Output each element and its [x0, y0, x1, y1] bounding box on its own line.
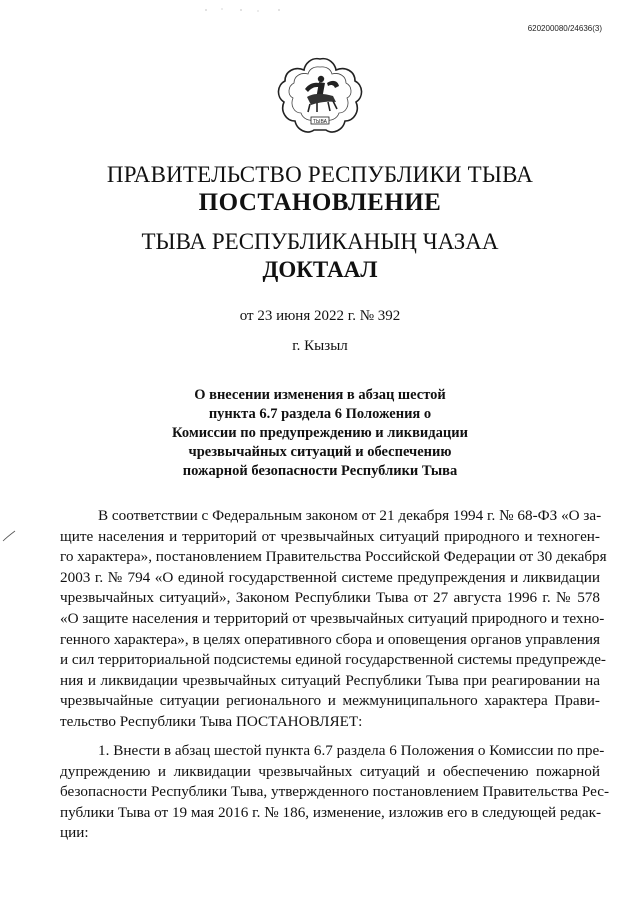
tuva-emblem-icon [275, 55, 365, 141]
decree-date: от 23 июня 2022 г. № 392 [239, 308, 401, 324]
paragraph-line: чрезвычайных ситуаций», Законом Республики Тыва от 27 августа 1996 г. № 578 [60, 589, 600, 607]
scan-specks [200, 6, 320, 14]
paragraph-line: щите населения и территорий от чрезвычайных ситуаций природного и техноген- [60, 527, 600, 545]
decree-title-tuvan: ДОКТААЛ [262, 257, 378, 282]
emblem-caption: ТЫВА [313, 118, 327, 125]
preamble-paragraph [60, 506, 607, 733]
subject-line: Комиссии по предупреждению и ликвидации [172, 425, 468, 441]
paragraph-line: чрезвычайные ситуации регионального и межмуниципального характера Прави- [60, 692, 600, 710]
subject-line: пункта 6.7 раздела 6 Положения о [208, 406, 432, 422]
government-title-tuvan: ТЫВА РЕСПУБЛИКАНЫҢ ЧАЗАА [141, 229, 499, 254]
paragraph-line: 1. Внести в абзац шестой пункта 6.7 раздела 6 Положения о Комиссии по пре- [98, 742, 605, 759]
paragraph-line: публики Тыва от 19 мая 2016 г. № 186, изменение, изложив его в следующей редак- [60, 803, 602, 821]
subject-line: пожарной безопасности Республики Тыва [182, 463, 458, 479]
paragraph-line: тельство Республики Тыва ПОСТАНОВЛЯЕТ: [60, 712, 363, 730]
paragraph-line: безопасности Республики Тыва, утвержденного постановлением Правительства Рес- [60, 783, 610, 801]
decree-title: ПОСТАНОВЛЕНИЕ [198, 189, 442, 216]
subject-line: чрезвычайных ситуаций и обеспечению [188, 444, 452, 460]
paragraph-line: ния и ликвидации чрезвычайных ситуаций Республики Тыва при реагировании на [60, 671, 600, 689]
decree-subject [160, 386, 480, 481]
document-number: 620200080/24636(3) [527, 24, 602, 33]
paragraph-line: ции: [60, 824, 89, 842]
margin-mark [2, 530, 16, 542]
government-title: ПРАВИТЕЛЬСТВО РЕСПУБЛИКИ ТЫВА [106, 162, 534, 187]
paragraph-line: В соответствии с Федеральным законом от 21 декабря 1994 г. № 68-ФЗ «О за- [98, 507, 602, 524]
subject-line: О внесении изменения в абзац шестой [194, 387, 446, 403]
paragraph-line: дупреждению и ликвидации чрезвычайных ситуаций и обеспечению пожарной [60, 762, 600, 780]
paragraph-line: и сил территориальной подсистемы единой государственной системы предупрежде- [60, 651, 606, 669]
paragraph-line: генного характера», в целях оперативного сбора и оповещения органов управления [60, 630, 600, 648]
decree-city: г. Кызыл [292, 338, 348, 354]
paragraph-line: 2003 г. № 794 «О единой государственной системе предупреждения и ликвидации [60, 568, 600, 586]
clause-1-paragraph [60, 741, 610, 844]
paragraph-line: го характера», постановлением Правительства Российской Федерации от 30 декабря [60, 548, 607, 566]
paragraph-line: «О защите населения и территорий от чрезвычайных ситуаций природного и техно- [60, 609, 605, 627]
